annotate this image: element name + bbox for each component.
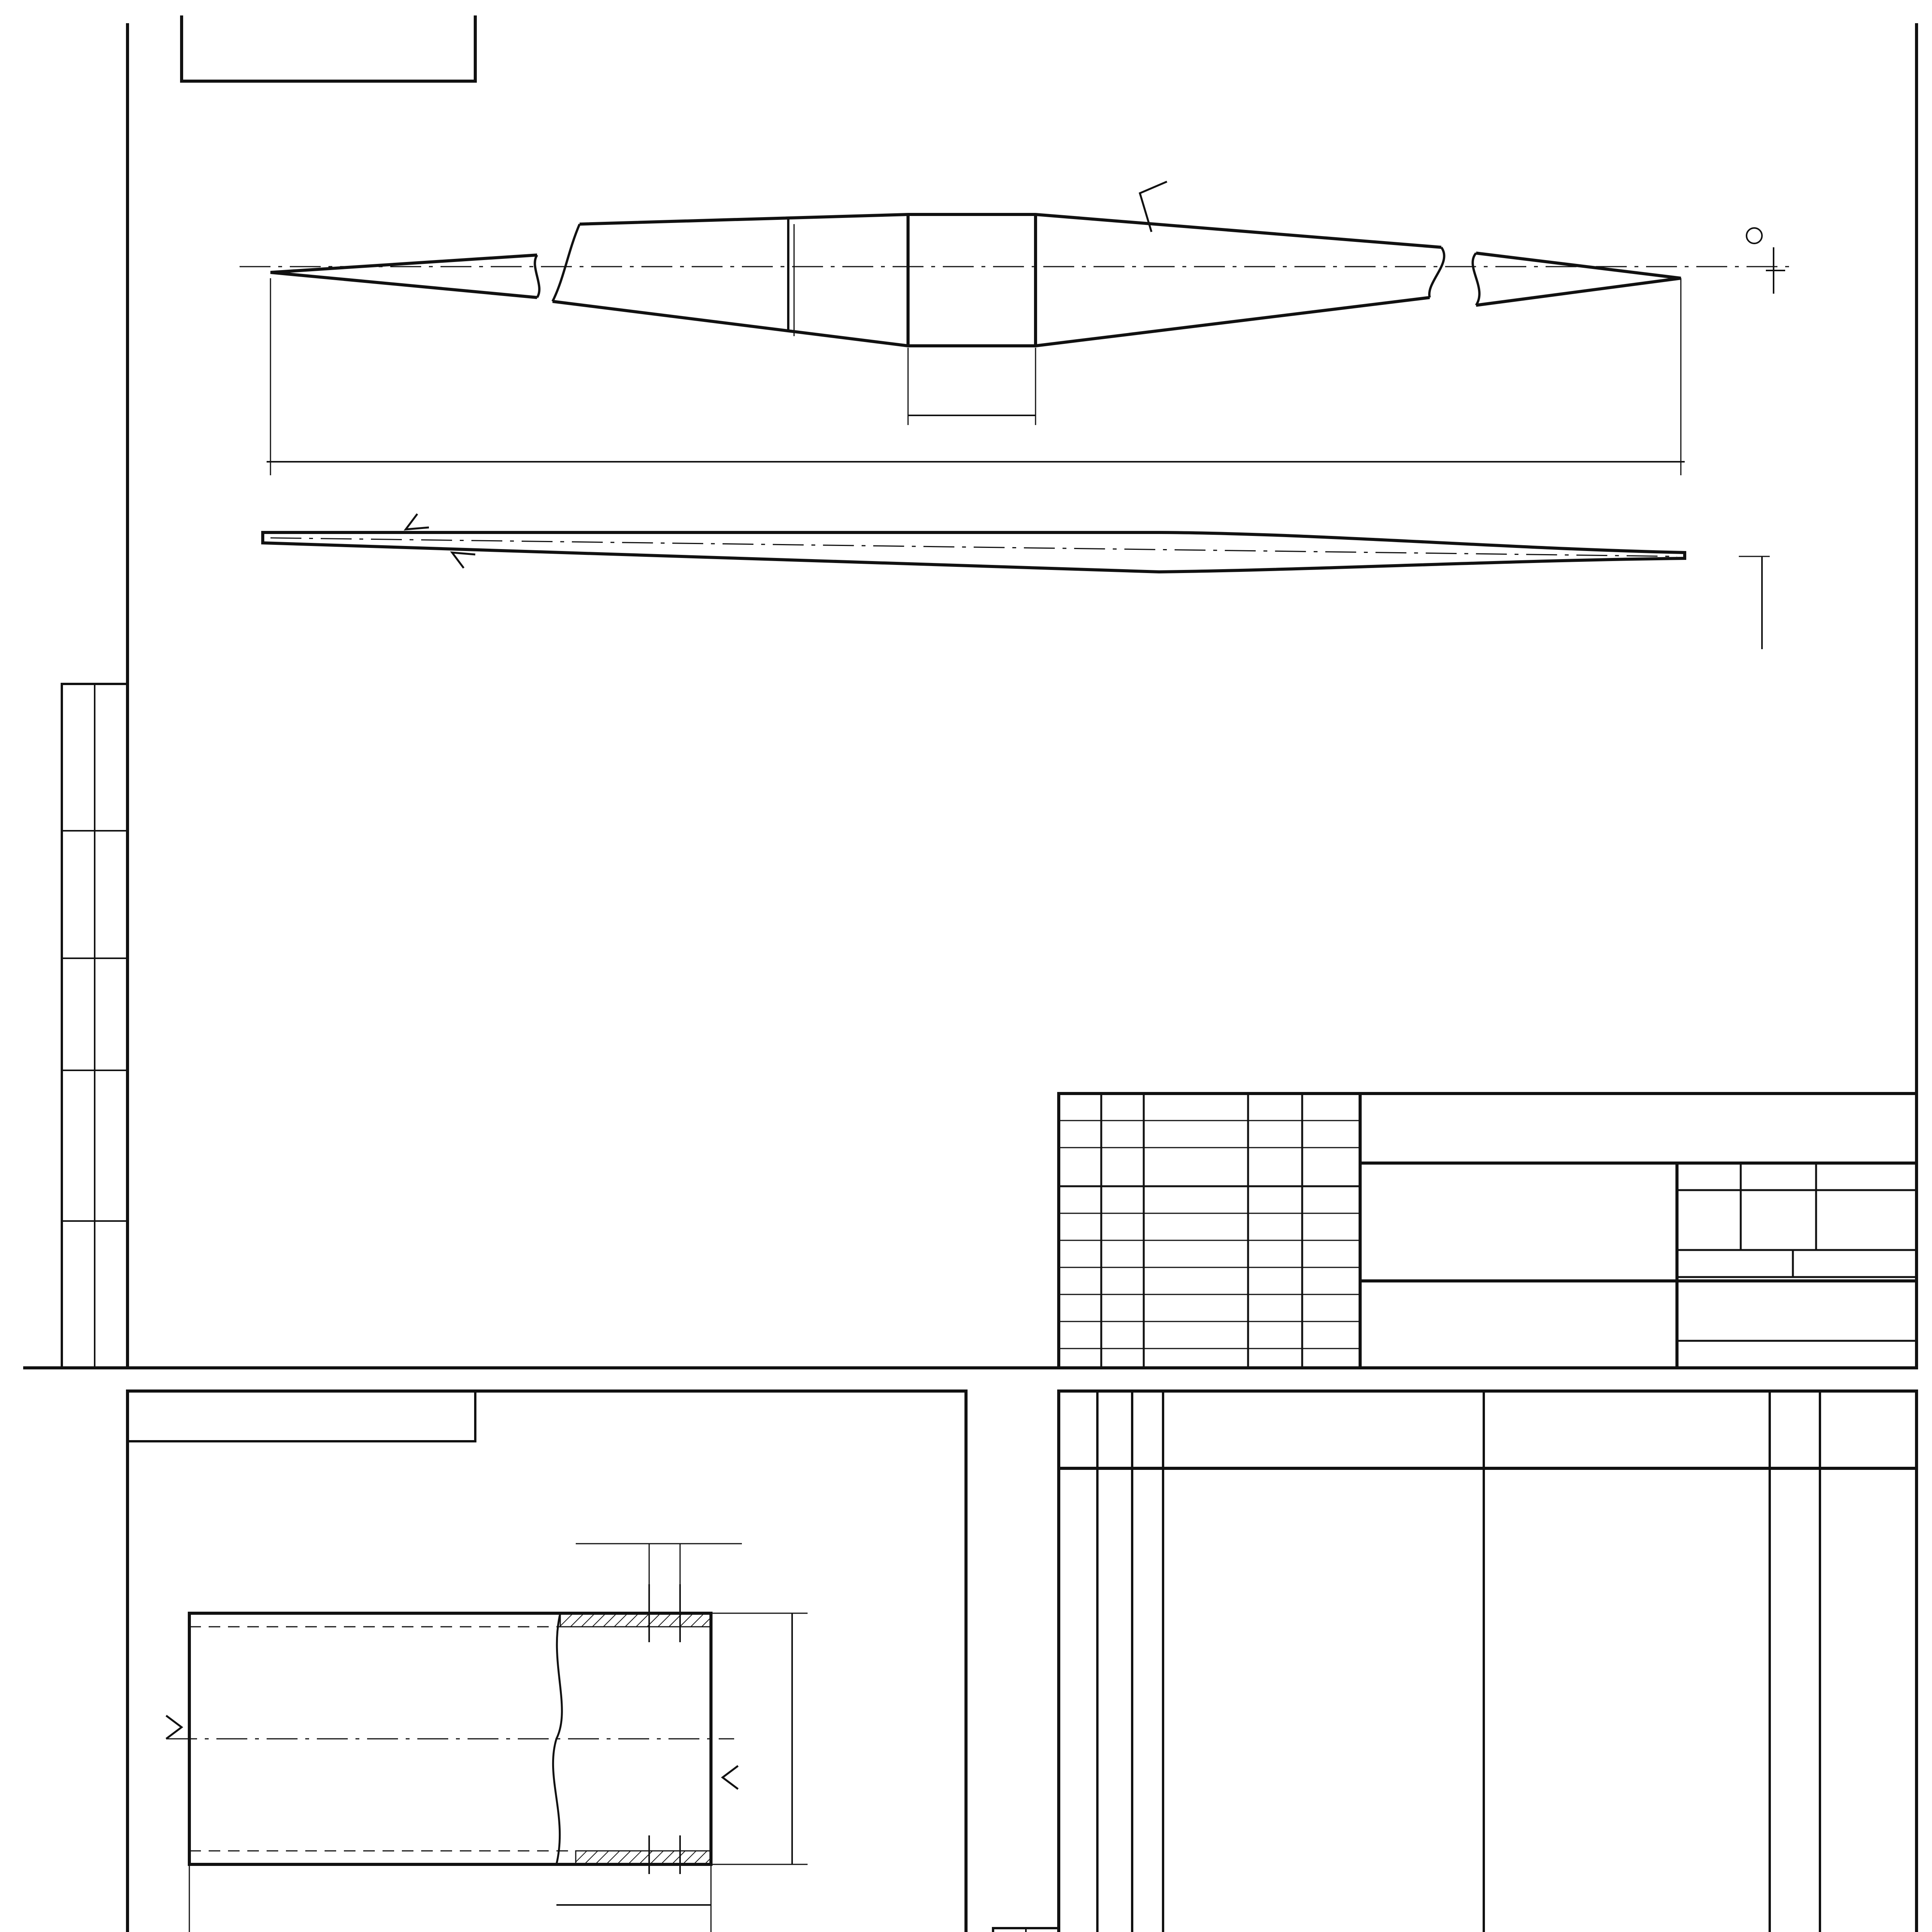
roughness-side-b [452, 553, 475, 568]
bottom-left-sheet [62, 1391, 966, 1932]
roughness-left [166, 1716, 182, 1739]
spec-sheet [993, 1391, 1917, 1932]
rib-plan-view [270, 214, 1681, 346]
axle-tube-view [166, 1544, 808, 1932]
corner-stamp [182, 15, 475, 81]
roughness-right [723, 1766, 738, 1789]
roughness-side-a [406, 514, 429, 529]
top-sheet [23, 15, 1917, 1368]
rib-side-view [263, 514, 1770, 649]
top-title-block [1059, 1094, 1917, 1368]
left-margin-strip [62, 684, 128, 1368]
